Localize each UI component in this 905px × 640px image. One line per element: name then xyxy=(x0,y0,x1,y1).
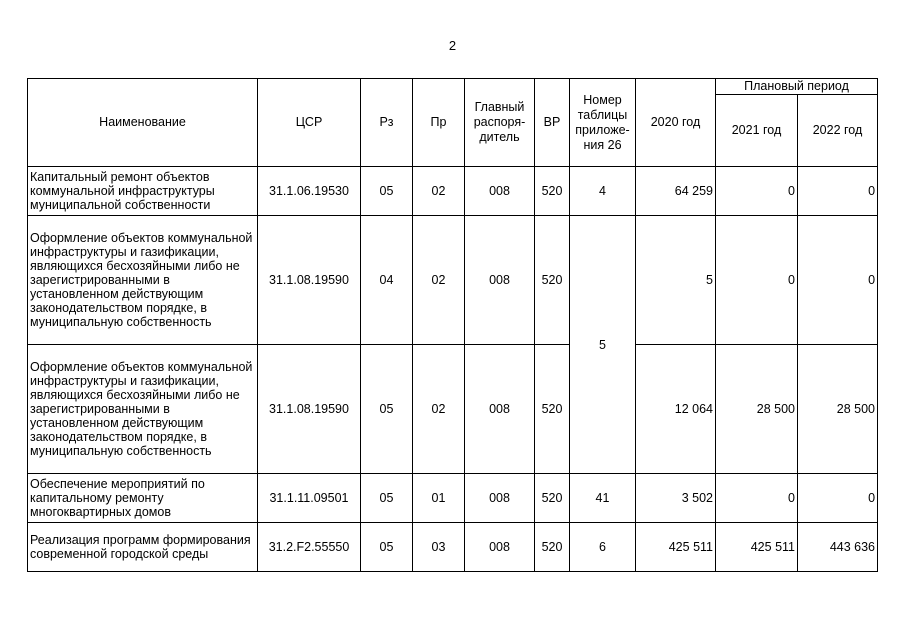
table-row xyxy=(28,216,878,345)
row-2021: 0 xyxy=(716,216,798,345)
header-grbs: Главный распоря-дитель xyxy=(465,79,535,167)
header-row xyxy=(28,79,878,95)
header-2021: 2021 год xyxy=(716,95,798,167)
table-row xyxy=(28,474,878,523)
table-row xyxy=(28,523,878,572)
row-table-no: 5 xyxy=(570,216,636,474)
row-rz: 05 xyxy=(361,474,413,523)
row-csr: 31.2.F2.55550 xyxy=(258,523,361,572)
row-2021: 0 xyxy=(716,474,798,523)
row-pr: 02 xyxy=(413,167,465,216)
header-2020: 2020 год xyxy=(636,79,716,167)
header-planned-period: Плановый период xyxy=(716,79,878,95)
row-grbs: 008 xyxy=(465,216,535,345)
row-2022: 0 xyxy=(798,474,878,523)
row-2021: 28 500 xyxy=(716,345,798,474)
row-rz: 05 xyxy=(361,523,413,572)
row-2022: 443 636 xyxy=(798,523,878,572)
row-name: Капитальный ремонт объектов коммунальной инфраструктуры муниципальной собственности xyxy=(28,167,258,216)
row-table-no: 4 xyxy=(570,167,636,216)
row-pr: 02 xyxy=(413,345,465,474)
row-grbs: 008 xyxy=(465,523,535,572)
table-row xyxy=(28,345,878,474)
header-table-no: Номер таблицы приложе-ния 26 xyxy=(570,79,636,167)
row-rz: 05 xyxy=(361,345,413,474)
row-grbs: 008 xyxy=(465,474,535,523)
row-2020: 5 xyxy=(636,216,716,345)
row-pr: 03 xyxy=(413,523,465,572)
row-name: Оформление объектов коммунальной инфраструктуры и газификации, являющихся бесхозяйными либо не зарегистрированными в установленном действующим законодательством порядке, в муниципальную собственность xyxy=(28,345,258,474)
row-2020: 64 259 xyxy=(636,167,716,216)
row-2020: 12 064 xyxy=(636,345,716,474)
table-row xyxy=(28,167,878,216)
header-vr: ВР xyxy=(535,79,570,167)
budget-table xyxy=(27,78,878,572)
row-table-no: 6 xyxy=(570,523,636,572)
row-2021: 425 511 xyxy=(716,523,798,572)
row-pr: 01 xyxy=(413,474,465,523)
row-csr: 31.1.11.09501 xyxy=(258,474,361,523)
row-vr: 520 xyxy=(535,345,570,474)
row-vr: 520 xyxy=(535,167,570,216)
row-pr: 02 xyxy=(413,216,465,345)
header-rz: Рз xyxy=(361,79,413,167)
row-2021: 0 xyxy=(716,167,798,216)
row-vr: 520 xyxy=(535,216,570,345)
row-2022: 28 500 xyxy=(798,345,878,474)
row-name: Реализация программ формирования современной городской среды xyxy=(28,523,258,572)
header-csr: ЦСР xyxy=(258,79,361,167)
row-vr: 520 xyxy=(535,474,570,523)
row-table-no: 41 xyxy=(570,474,636,523)
row-rz: 05 xyxy=(361,167,413,216)
row-grbs: 008 xyxy=(465,345,535,474)
row-rz: 04 xyxy=(361,216,413,345)
row-grbs: 008 xyxy=(465,167,535,216)
header-pr: Пр xyxy=(413,79,465,167)
row-csr: 31.1.08.19590 xyxy=(258,345,361,474)
row-vr: 520 xyxy=(535,523,570,572)
row-name: Оформление объектов коммунальной инфраструктуры и газификации, являющихся бесхозяйными либо не зарегистрированными в установленном действующим законодательством порядке, в муниципальную собственность xyxy=(28,216,258,345)
header-2022: 2022 год xyxy=(798,95,878,167)
row-2020: 425 511 xyxy=(636,523,716,572)
row-name: Обеспечение мероприятий по капитальному ремонту многоквартирных домов xyxy=(28,474,258,523)
row-2022: 0 xyxy=(798,216,878,345)
page-number: 2 xyxy=(448,38,457,53)
header-name: Наименование xyxy=(28,79,258,167)
row-csr: 31.1.08.19590 xyxy=(258,216,361,345)
row-2022: 0 xyxy=(798,167,878,216)
row-2020: 3 502 xyxy=(636,474,716,523)
row-csr: 31.1.06.19530 xyxy=(258,167,361,216)
